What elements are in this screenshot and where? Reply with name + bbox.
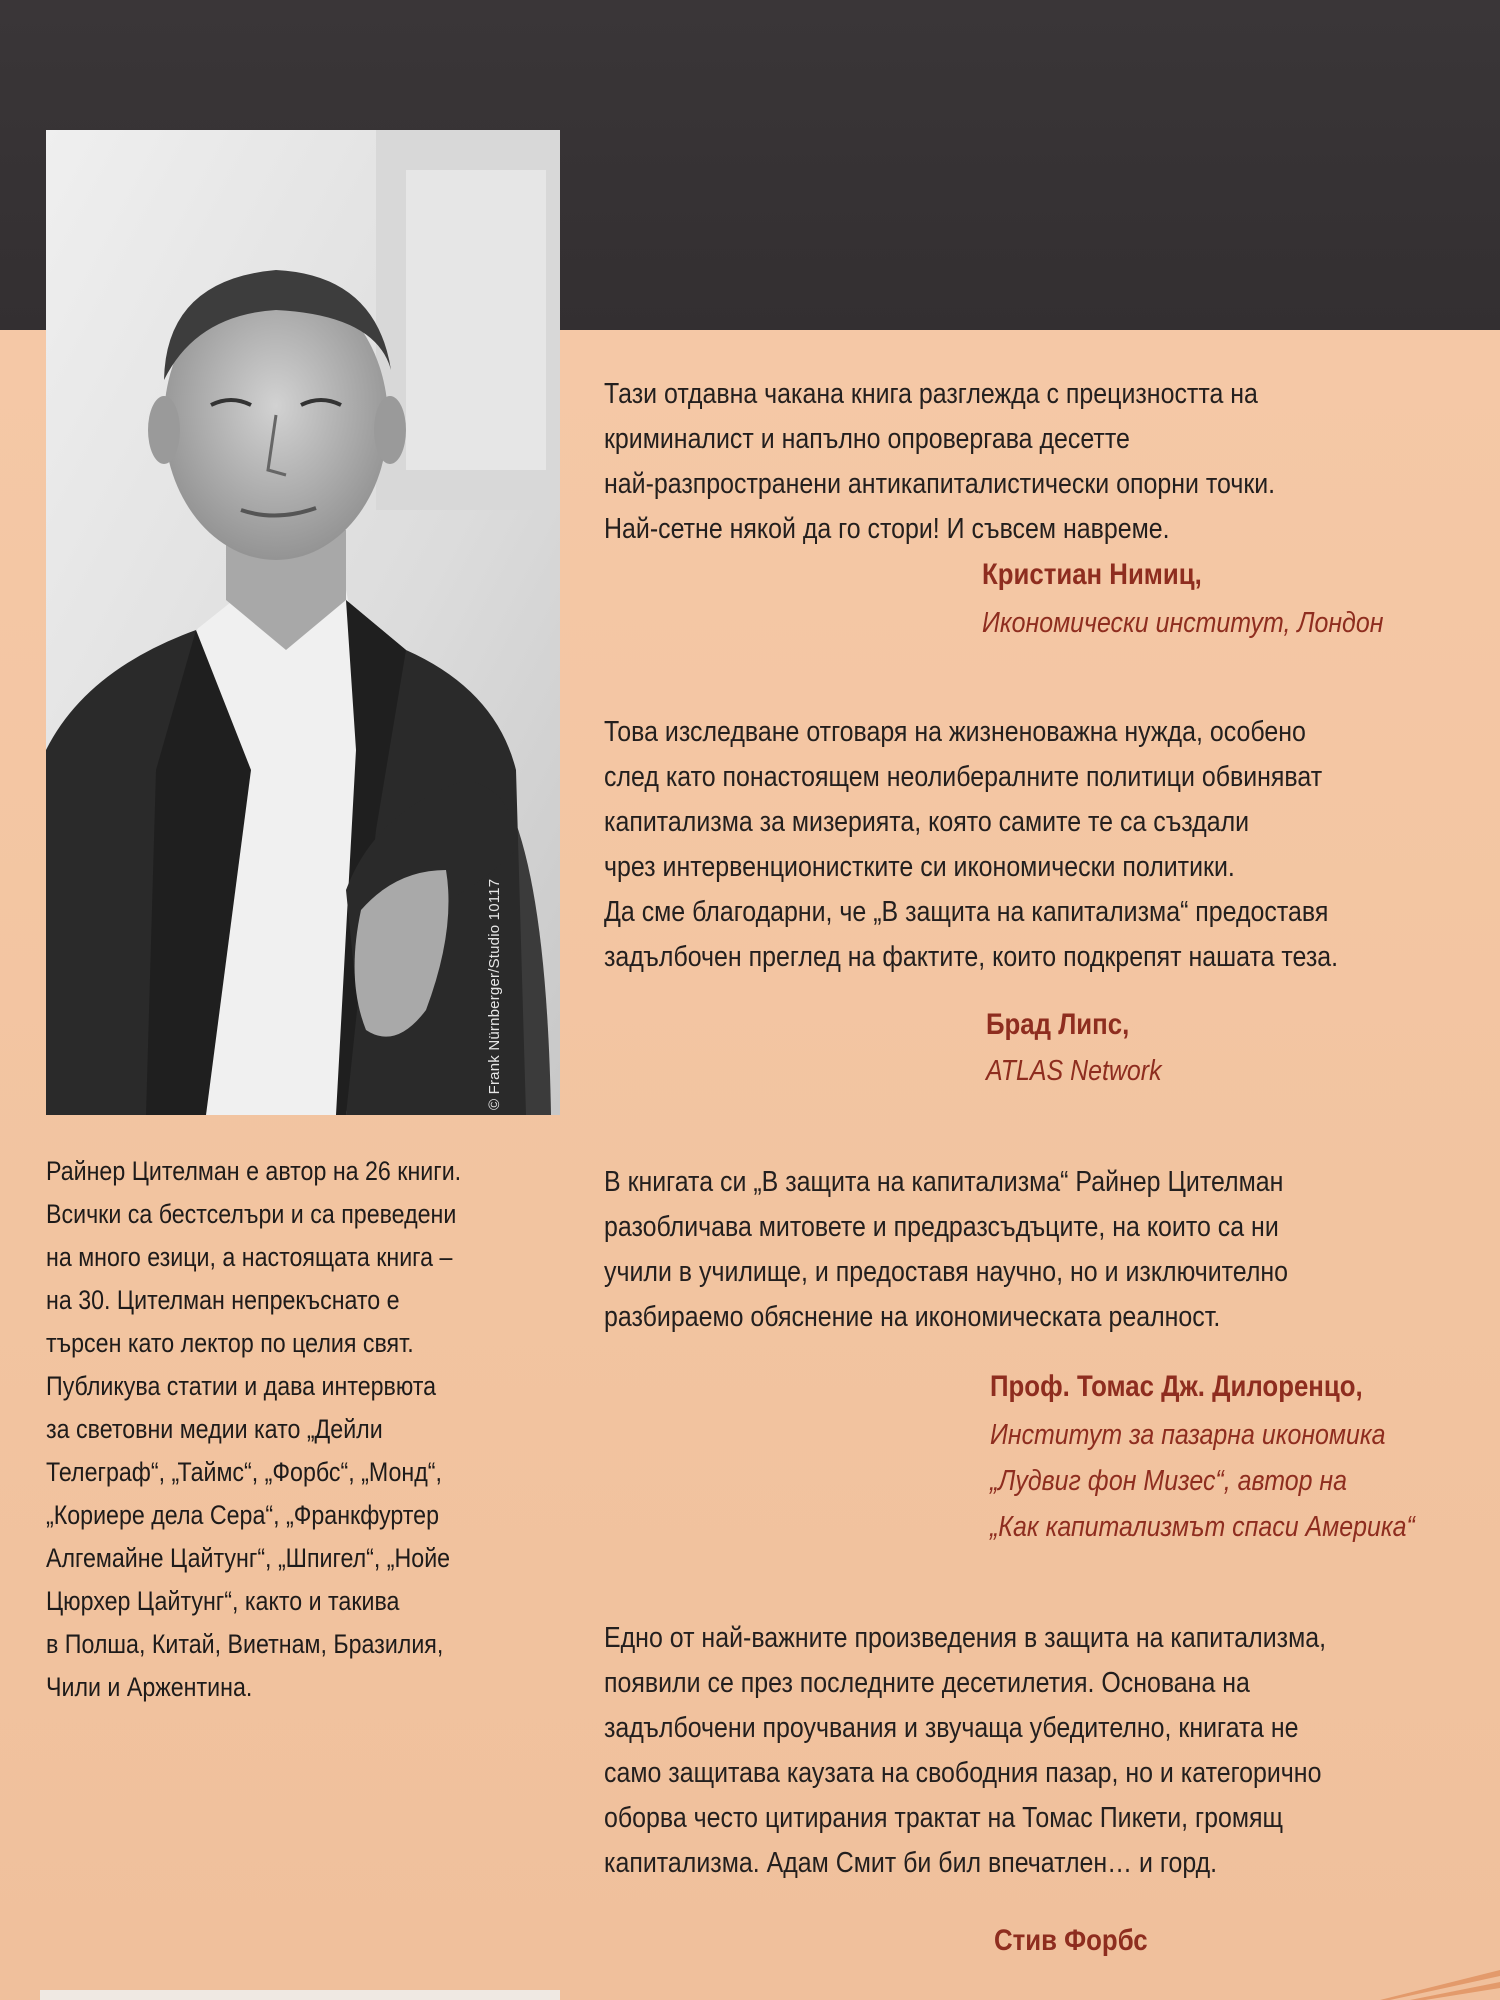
quote-affiliation	[982, 600, 1383, 646]
bio-line: Публикува статии и дава интервюта	[46, 1371, 437, 1401]
quote-line: Това изследване отговаря на жизненоважна нужда, особено	[604, 716, 1306, 748]
quote-line: Тази отдавна чакана книга разглежда с прецизността на	[604, 378, 1258, 410]
quote-line: чрез интервенционистките си икономически политики.	[604, 851, 1235, 883]
bio-line: на 30. Цителман непрекъснато е	[46, 1285, 400, 1315]
decorative-stripes	[1380, 1960, 1500, 2000]
quote-author: Брад Липс,	[986, 1008, 1130, 1041]
quote-line: Едно от най-важните произведения в защита на капитализма,	[604, 1622, 1327, 1654]
photo-credit: © Frank Nürnberger/Studio 10117	[486, 878, 503, 1110]
affiliation-line: „Лудвиг фон Мизес“, автор на	[990, 1465, 1347, 1497]
bio-line: Чили и Аржентина.	[46, 1672, 253, 1702]
quote-line: появили се през последните десетилетия. Основана на	[604, 1667, 1250, 1699]
bio-line: на много езици, а настоящата книга –	[46, 1242, 453, 1272]
author-portrait-photo	[46, 130, 560, 1115]
quote-line: само защитава каузата на свободния пазар, но и категорично	[604, 1757, 1322, 1789]
bio-line: Цюрхер Цайтунг“, както и такива	[46, 1586, 400, 1616]
quote-line: разобличава митовете и предразсъдъците, на които са ни	[604, 1211, 1279, 1243]
author-bio	[46, 1150, 546, 1709]
portrait-illustration	[46, 130, 560, 1115]
bio-line: търсен като лектор по целия свят.	[46, 1328, 414, 1358]
bio-line: Алгемайне Цайтунг“, „Шпигел“, „Нойе	[46, 1543, 451, 1573]
quote-author: Стив Форбс	[994, 1924, 1148, 1957]
bio-line: Райнер Цителман е автор на 26 книги.	[46, 1156, 462, 1186]
quote-line: Най-сетне някой да го стори! И съвсем навреме.	[604, 513, 1170, 545]
endorsement-quote	[604, 1616, 1484, 1886]
affiliation-line: ATLAS Network	[986, 1055, 1162, 1087]
quote-line: най-разпространени антикапиталистически опорни точки.	[604, 468, 1276, 500]
quote-line: Да сме благодарни, че „В защита на капитализма“ предоставя	[604, 896, 1329, 928]
quote-author: Проф. Томас Дж. Дилоренцо,	[990, 1370, 1363, 1403]
bottom-edge-strip	[40, 1990, 560, 2000]
quote-line: разбираемо обяснение на икономическата реалност.	[604, 1301, 1221, 1333]
quote-affiliation	[986, 1048, 1162, 1094]
quote-line: криминалист и напълно опровергава десетте	[604, 423, 1130, 455]
quote-line: след като понастоящем неолибералните политици обвиняват	[604, 761, 1323, 793]
quote-line: капитализма за мизерията, която самите те са създали	[604, 806, 1250, 838]
endorsement-quote	[604, 1160, 1484, 1340]
quote-line: В книгата си „В защита на капитализма“ Райнер Цителман	[604, 1166, 1284, 1198]
bio-line: за световни медии като „Дейли	[46, 1414, 383, 1444]
quote-line: капитализма. Адам Смит би бил впечатлен… и горд.	[604, 1847, 1218, 1879]
affiliation-line: Институт за пазарна икономика	[990, 1419, 1386, 1451]
endorsement-quote	[604, 372, 1484, 552]
quote-affiliation	[990, 1412, 1415, 1550]
quote-line: учили в училище, и предоставя научно, но и изключително	[604, 1256, 1289, 1288]
bio-line: в Полша, Китай, Виетнам, Бразилия,	[46, 1629, 444, 1659]
quote-line: задълбочени проучвания и звучаща убедително, книгата не	[604, 1712, 1299, 1744]
quote-line: оборва често цитирания трактат на Томас Пикети, громящ	[604, 1802, 1284, 1834]
bio-line: „Кориере дела Сера“, „Франкфуртер	[46, 1500, 440, 1530]
affiliation-line: „Как капитализмът спаси Америка“	[990, 1511, 1415, 1543]
quote-line: задълбочен преглед на фактите, които подкрепят нашата теза.	[604, 941, 1339, 973]
bio-line: Телеграф“, „Таймс“, „Форбс“, „Монд“,	[46, 1457, 442, 1487]
bio-line: Всички са бестселъри и са преведени	[46, 1199, 457, 1229]
endorsement-quote	[604, 710, 1484, 980]
affiliation-line: Икономически институт, Лондон	[982, 607, 1384, 639]
quote-author: Кристиан Нимиц,	[982, 558, 1202, 591]
